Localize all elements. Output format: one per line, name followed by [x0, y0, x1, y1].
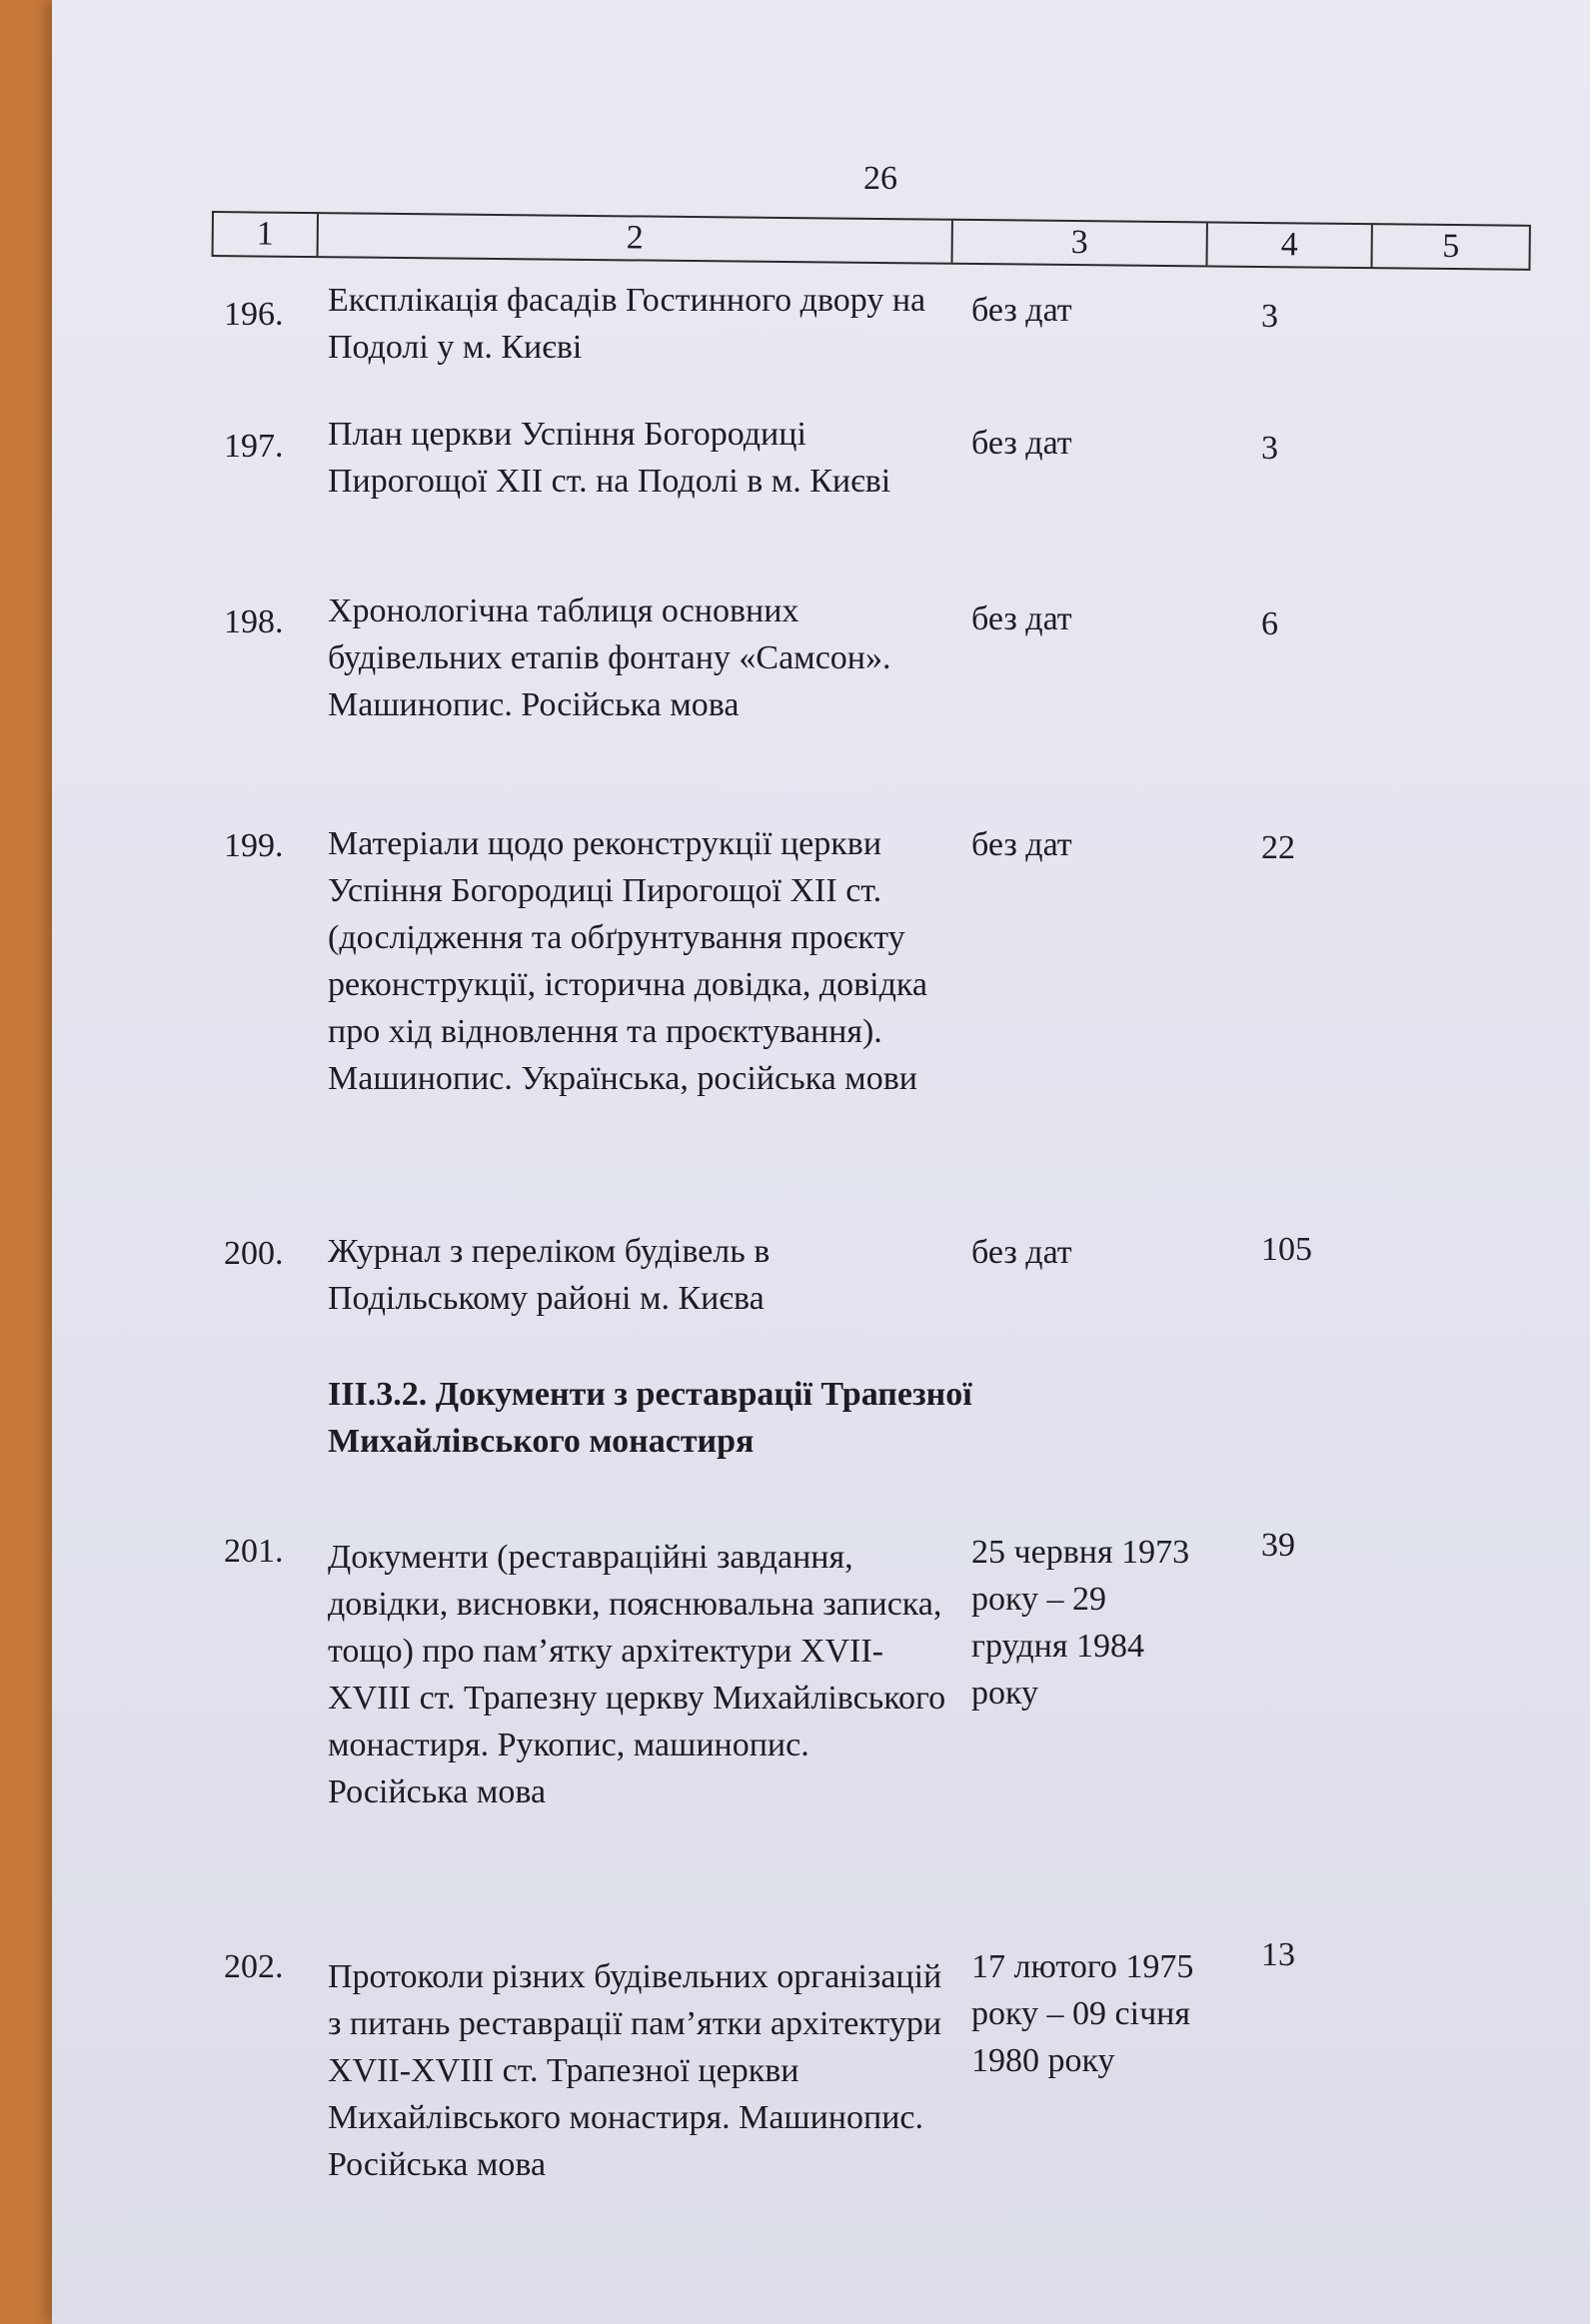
entry-title: План церкви Успіння Богородиці Пирогощої XII ст. на Подолі в м. Києві	[328, 416, 891, 500]
entry-date: без дат	[971, 292, 1072, 329]
entry-number: 197.	[224, 428, 284, 465]
entry-title: Матеріали щодо реконструкції церкви Успіння Богородиці Пирогощої XII ст. (дослідження та обґрунтування проєкту реконструкції, історична довідка, довідка про хід відновлення та проєктування). Машинопис. Українська, російська мови	[328, 825, 928, 1097]
entry-number: 200.	[224, 1235, 284, 1272]
entry-pages: 39	[1261, 1527, 1295, 1564]
entry-pages: 3	[1261, 430, 1278, 467]
entry-pages: 22	[1261, 829, 1295, 866]
entry-number: 202.	[224, 1948, 284, 1985]
entry-pages: 6	[1261, 605, 1278, 642]
document-page	[52, 0, 1590, 2324]
section-heading: ІІІ.3.2. Документи з реставрації Трапезної Михайлівського монастиря	[328, 1376, 972, 1460]
column-header-5: 5	[1442, 227, 1460, 266]
column-header-2: 2	[319, 214, 953, 263]
entry-title: Журнал з переліком будівель в Подільському районі м. Києва	[328, 1233, 771, 1317]
column-header-row	[212, 211, 1531, 271]
entry-pages: 3	[1261, 298, 1278, 335]
entry-date: 25 червня 1973 року – 29 грудня 1984 року	[971, 1534, 1190, 1712]
entry-title: Експлікація фасадів Гостинного двору на Подолі у м. Києві	[328, 282, 926, 366]
entry-date: без дат	[971, 425, 1072, 462]
entry-pages: 13	[1261, 1936, 1295, 1973]
column-header-3: 3	[952, 221, 1207, 266]
entry-number: 199.	[224, 827, 284, 864]
entry-date: без дат	[971, 826, 1072, 863]
entry-title: Документи (реставраційні завдання, довідки, висновки, пояснювальна записка, тощо) про пам’ятку архітектури XVII-XVIII ст. Трапезну церкву Михайлівського монастиря. Рукопис, машинопис. Російська мова	[328, 1539, 946, 1810]
column-header-1: 1	[214, 213, 319, 256]
entry-pages: 105	[1261, 1231, 1312, 1268]
column-header-4: 4	[1207, 223, 1372, 267]
entry-number: 201.	[224, 1533, 284, 1570]
page-number: 26	[863, 160, 897, 197]
entry-title: Хронологічна таблиця основних будівельних етапів фонтану «Самсон». Машинопис. Російська мова	[328, 592, 891, 723]
entry-date: без дат	[971, 1234, 1072, 1271]
entry-number: 198.	[224, 603, 284, 640]
entry-number: 196.	[224, 296, 284, 333]
entry-date: 17 лютого 1975 року – 09 січня 1980 року	[971, 1948, 1194, 2079]
entry-title: Протоколи різних будівельних організацій з питань реставрації пам’ятки архітектури XVII-XVIII ст. Трапезної церкви Михайлівського монастиря. Машинопис. Російська мова	[328, 1958, 942, 2183]
entry-date: без дат	[971, 600, 1072, 637]
